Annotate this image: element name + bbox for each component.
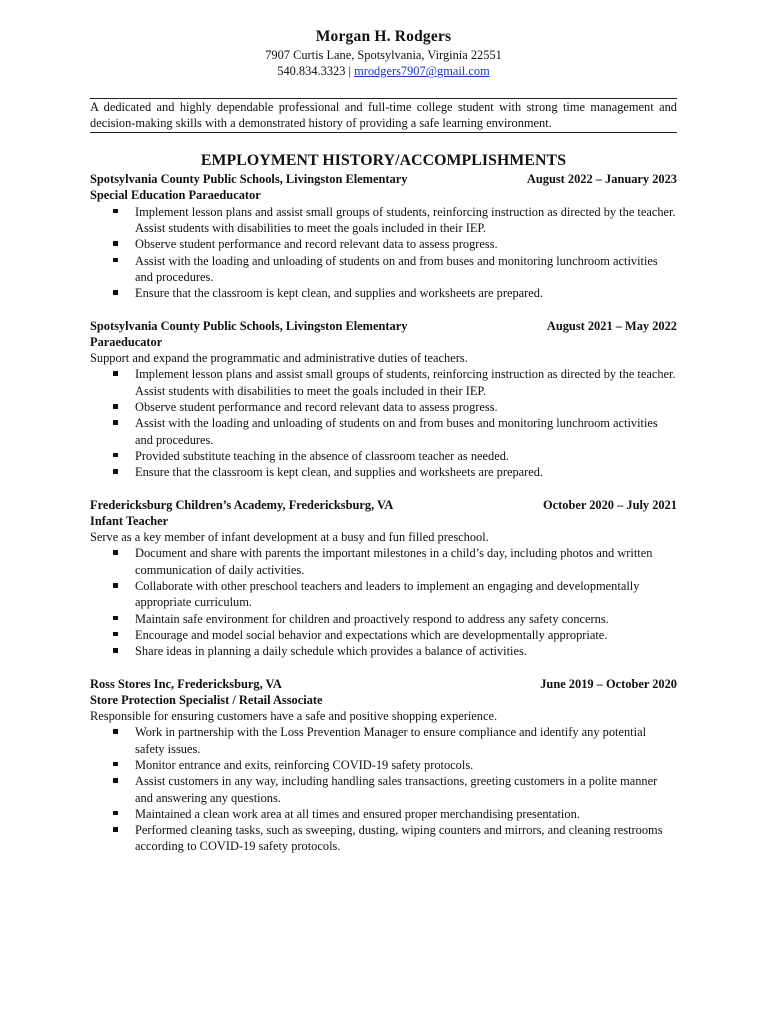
contact-separator: | [345,64,355,79]
duty-item [135,773,677,806]
job-entry [90,171,677,301]
email-link[interactable]: mrodgers7907@gmail.com [354,64,490,79]
job-dates: October 2020 – July 2021 [543,497,677,512]
duty-item [135,464,677,480]
square-bullet-icon [113,258,118,263]
job-description: Serve as a key member of infant development at a busy and fun filled preschool. [90,530,489,545]
duty-text: Maintain safe environment for children and proactively respond to address any safety concerns. [135,611,609,626]
duty-text: Maintained a clean work area at all times and ensured proper merchandising presentation. [135,806,580,821]
duty-text: Monitor entrance and exits, reinforcing COVID-19 safety protocols. [135,757,474,772]
duty-text: Work in partnership with the Loss Prevention Manager to ensure compliance and identify any potential safety issues. [135,725,647,756]
duty-item [135,285,677,301]
job-header [90,497,677,513]
duty-text: Share ideas in planning a daily schedule which provides a balance of activities. [135,644,527,659]
address-line: 7907 Curtis Lane, Spotsylvania, Virginia 22551 [265,48,502,62]
duty-text: Implement lesson plans and assist small groups of students, reinforcing instruction as directed by the teacher. Assist students with disabilities to meet the goals included in their IEP. [135,204,676,236]
square-bullet-icon [113,827,118,832]
job-header [90,171,677,187]
job-header [90,318,677,334]
duty-text: Assist with the loading and unloading of students on and from buses and monitoring lunchroom activities and procedures. [135,253,658,284]
square-bullet-icon [113,371,118,376]
square-bullet-icon [113,453,118,458]
job-role: Infant Teacher [90,513,169,528]
professional-summary: A dedicated and highly dependable professional and full-time college student with strong time management and decision-making skills with a demonstrated history of providing a safe learning environment. [90,98,677,134]
duty-item [135,724,677,757]
duty-item [135,204,677,237]
duty-text: Implement lesson plans and assist small groups of students, reinforcing instruction as directed by the teacher. Assist students with disabilities to meet the goals included in their IEP. [135,367,676,398]
duty-text: Provided substitute teaching in the absence of classroom teacher as needed. [135,448,509,463]
duty-item [135,806,677,822]
job-role: Paraeducator [90,334,163,349]
square-bullet-icon [113,404,118,409]
resume-header [90,27,677,80]
duty-item [135,611,677,627]
square-bullet-icon [113,811,118,816]
duty-item [135,399,677,415]
job-entry [90,676,677,855]
square-bullet-icon [113,648,118,653]
duty-list [90,724,677,854]
job-entry [90,497,677,660]
duty-item [135,627,677,643]
duty-text: Collaborate with other preschool teachers and leaders to implement an engaging and developmentally appropriate curriculum. [135,579,640,610]
square-bullet-icon [113,469,118,474]
job-dates: August 2021 – May 2022 [546,318,677,333]
square-bullet-icon [113,632,118,637]
square-bullet-icon [113,290,118,295]
phone-number: 540.834.3323 [277,64,346,79]
square-bullet-icon [113,550,118,555]
duty-list [90,366,677,480]
square-bullet-icon [113,762,118,767]
square-bullet-icon [113,420,118,425]
duty-text: Encourage and model social behavior and expectations which are developmentally appropriate. [135,627,608,642]
square-bullet-icon [113,241,118,246]
duty-item [135,578,677,611]
job-employer: Spotsylvania County Public Schools, Livingston Elementary [90,172,408,187]
job-description: Responsible for ensuring customers have a safe and positive shopping experience. [90,709,498,724]
square-bullet-icon [113,616,118,621]
duty-text: Performed cleaning tasks, such as sweeping, dusting, wiping counters and mirrors, and cleaning restrooms according to COVID-19 safety protocols. [135,823,663,854]
job-dates: June 2019 – October 2020 [540,676,677,691]
duty-text: Observe student performance and record relevant data to assess progress. [135,237,498,252]
duty-item [135,236,677,252]
job-header [90,676,677,692]
job-role: Store Protection Specialist / Retail Associate [90,692,323,707]
job-employer: Spotsylvania County Public Schools, Livingston Elementary [90,318,408,333]
duty-item [135,448,677,464]
duty-text: Observe student performance and record relevant data to assess progress. [135,400,498,415]
job-entry [90,318,677,481]
job-employer: Fredericksburg Children’s Academy, Fredericksburg, VA [90,497,394,512]
duty-text: Assist customers in any way, including handling sales transactions, greeting customers in a polite manner and answering any questions. [135,774,658,805]
contact-line [90,63,677,79]
job-role: Special Education Paraeducator [90,188,261,203]
duty-text: Ensure that the classroom is kept clean, and supplies and worksheets are prepared. [135,465,544,480]
duty-item [135,253,677,286]
duty-text: Ensure that the classroom is kept clean, and supplies and worksheets are prepared. [135,286,544,301]
duty-item [135,822,677,855]
duty-text: Document and share with parents the important milestones in a child’s day, including photos and written communication of daily activities. [135,546,653,577]
square-bullet-icon [113,583,118,588]
duty-item [135,643,677,659]
duty-text: Assist with the loading and unloading of students on and from buses and monitoring lunchroom activities and procedures. [135,416,658,447]
duty-list [90,545,677,659]
section-title: EMPLOYMENT HISTORY/ACCOMPLISHMENTS [200,152,567,170]
duty-item [135,545,677,578]
job-employer: Ross Stores Inc, Fredericksburg, VA [90,676,282,691]
duty-item [135,757,677,773]
candidate-name: Morgan H. Rodgers [315,28,452,45]
job-description: Support and expand the programmatic and administrative duties of teachers. [90,351,468,366]
square-bullet-icon [113,729,118,734]
square-bullet-icon [113,778,118,783]
square-bullet-icon [113,209,118,214]
duty-list [90,204,677,302]
employment-list [90,171,677,855]
job-dates: August 2022 – January 2023 [526,172,677,187]
duty-item [135,415,677,448]
duty-item [135,366,677,399]
